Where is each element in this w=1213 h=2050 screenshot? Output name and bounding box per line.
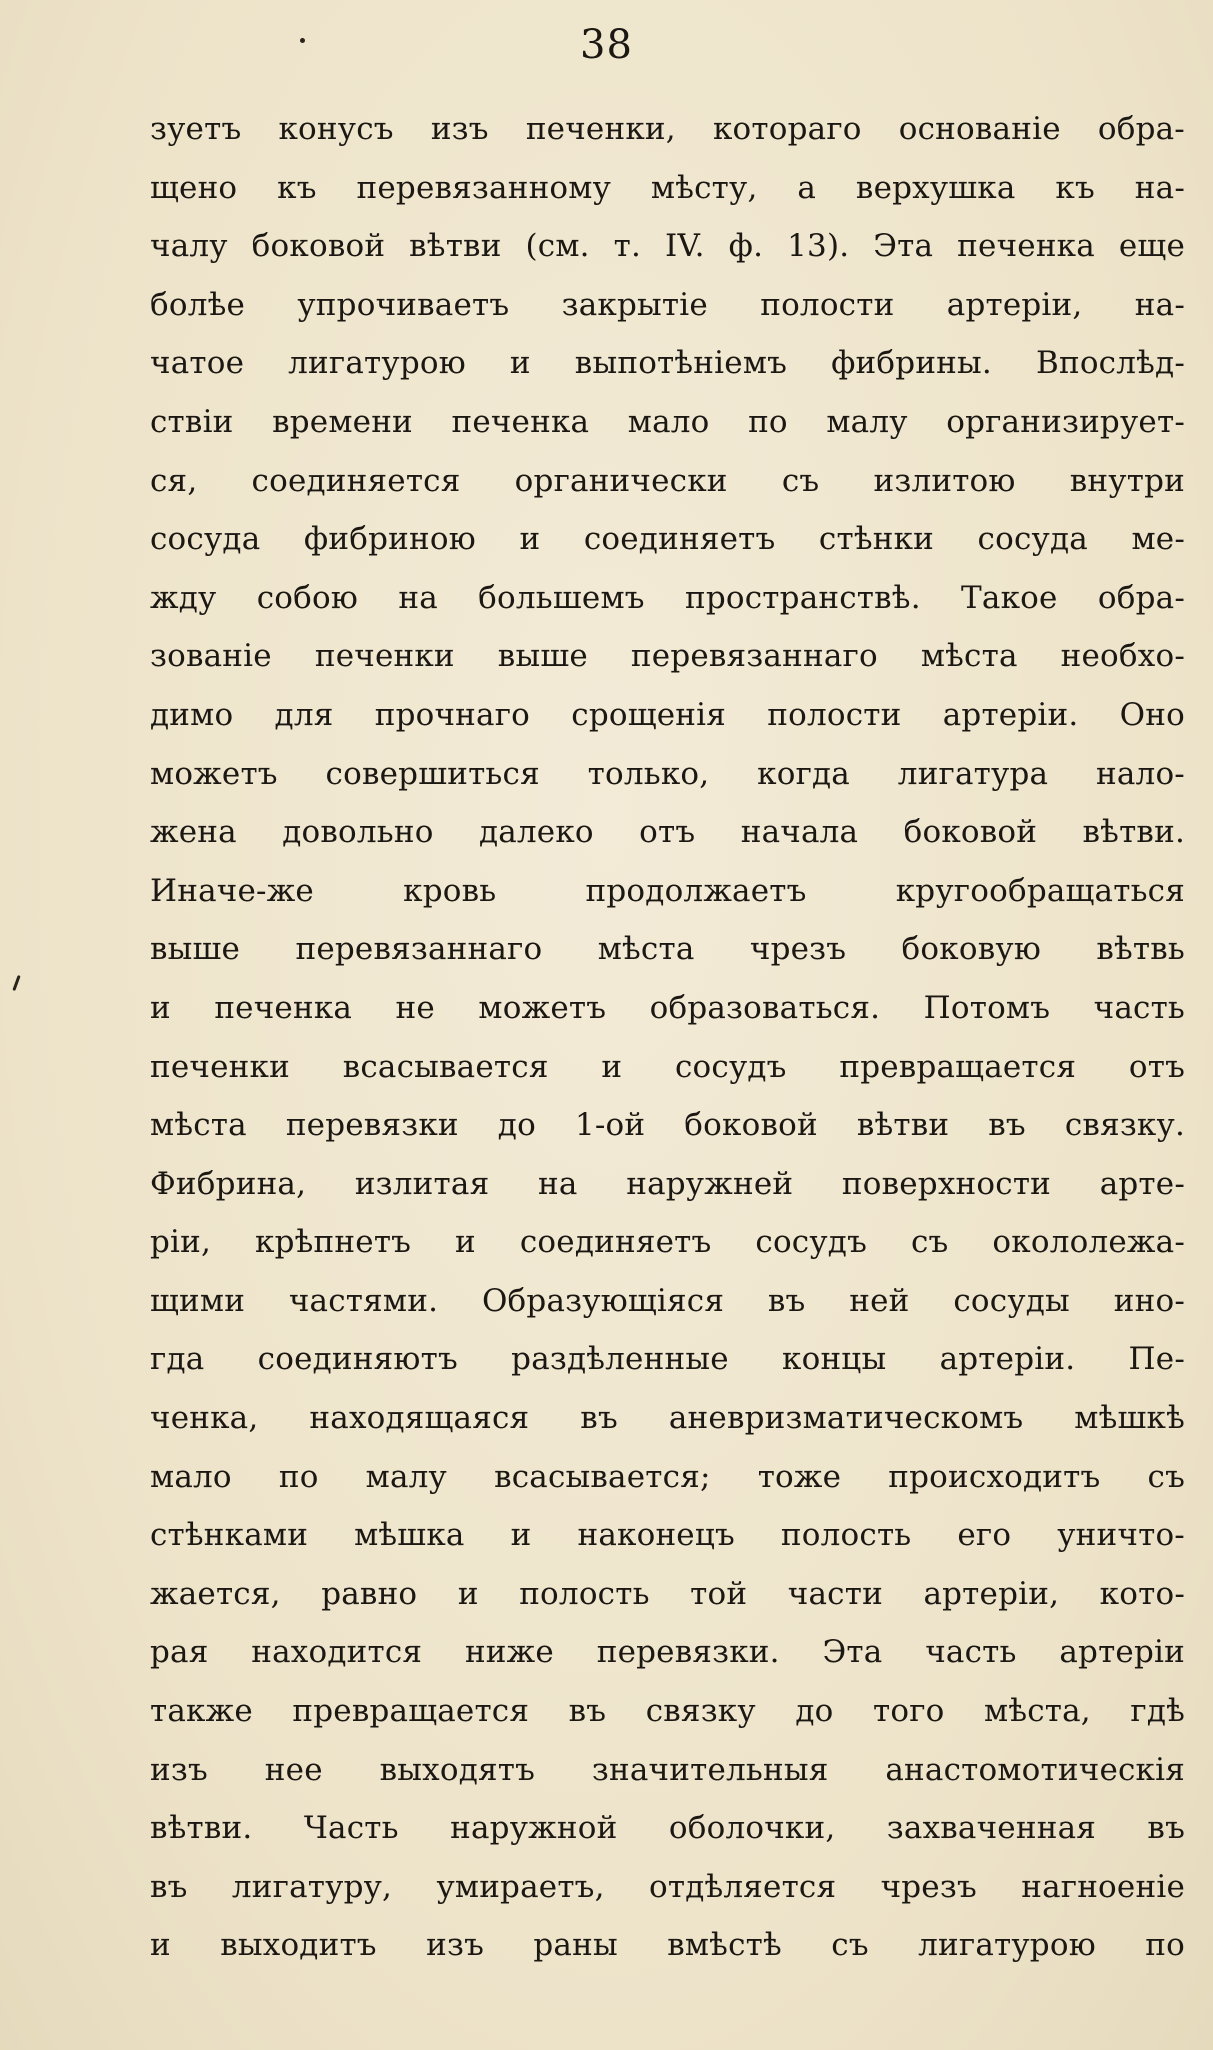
text-line: жена довольно далеко отъ начала боковой вѣтви.	[150, 814, 1185, 851]
text-line: печенки всасывается и сосудъ превращается отъ	[150, 1048, 1185, 1085]
text-line: щено къ перевязанному мѣсту, а верхушка къ на-	[150, 169, 1185, 206]
text-line: ствіи времени печенка мало по малу организирует-	[150, 403, 1185, 440]
text-line: ченка, находящаяся въ аневризматическомъ мѣшкѣ	[150, 1400, 1185, 1437]
text-line: сосуда фибриною и соединяетъ стѣнки сосуда ме-	[150, 521, 1185, 558]
text-line: болѣе упрочиваетъ закрытіе полости артеріи, на-	[150, 286, 1185, 323]
text-line: чатое лигатурою и выпотѣніемъ фибрины. Впослѣд-	[150, 345, 1185, 382]
text-line: щими частями. Образующіяся въ ней сосуды ино-	[150, 1282, 1185, 1319]
text-line: зованіе печенки выше перевязаннаго мѣста необхо-	[150, 638, 1185, 675]
text-line: гда соединяютъ раздѣленные концы артеріи. Пе-	[150, 1341, 1185, 1378]
text-line: выше перевязаннаго мѣста чрезъ боковую вѣтвь	[150, 931, 1185, 968]
text-line: ся, соединяется органически съ излитою внутри	[150, 462, 1185, 499]
body-text	[150, 100, 1185, 1975]
text-line: и выходитъ изъ раны вмѣстѣ съ лигатурою по	[150, 1927, 1185, 1964]
text-line: вѣтви. Часть наружной оболочки, захваченная въ	[150, 1810, 1185, 1847]
page-number: 38	[580, 22, 633, 68]
text-line: и печенка не можетъ образоваться. Потомъ часть	[150, 989, 1185, 1026]
text-line: рая находится ниже перевязки. Эта часть артеріи	[150, 1634, 1185, 1671]
text-line: ріи, крѣпнетъ и соединяетъ сосудъ съ окололежа-	[150, 1224, 1185, 1261]
text-line: чалу боковой вѣтви (см. т. IV. ф. 13). Эта печенка еще	[150, 228, 1185, 265]
text-line: димо для прочнаго срощенія полости артеріи. Оно	[150, 696, 1185, 733]
text-line: жается, равно и полость той части артеріи, кото-	[150, 1575, 1185, 1612]
text-line: изъ нее выходятъ значительныя анастомотическія	[150, 1751, 1185, 1788]
text-line: можетъ совершиться только, когда лигатура нало-	[150, 755, 1185, 792]
text-line: стѣнками мѣшка и наконецъ полость его уничто-	[150, 1517, 1185, 1554]
text-line: Фибрина, излитая на наружней поверхности арте-	[150, 1165, 1185, 1202]
text-line: жду собою на большемъ пространствѣ. Такое обра-	[150, 579, 1185, 616]
text-line: мѣста перевязки до 1-ой боковой вѣтви въ связку.	[150, 1107, 1185, 1144]
text-line: зуетъ конусъ изъ печенки, котораго основаніе обра-	[150, 111, 1185, 147]
text-line: въ лигатуру, умираетъ, отдѣляется чрезъ нагноеніе	[150, 1868, 1185, 1905]
text-line: Иначе-же кровь продолжаетъ кругообращаться	[150, 872, 1185, 909]
text-line: мало по малу всасывается; тоже происходитъ съ	[150, 1458, 1185, 1495]
text-line: также превращается въ связку до того мѣста, гдѣ	[150, 1693, 1185, 1730]
ink-speck	[12, 975, 20, 991]
